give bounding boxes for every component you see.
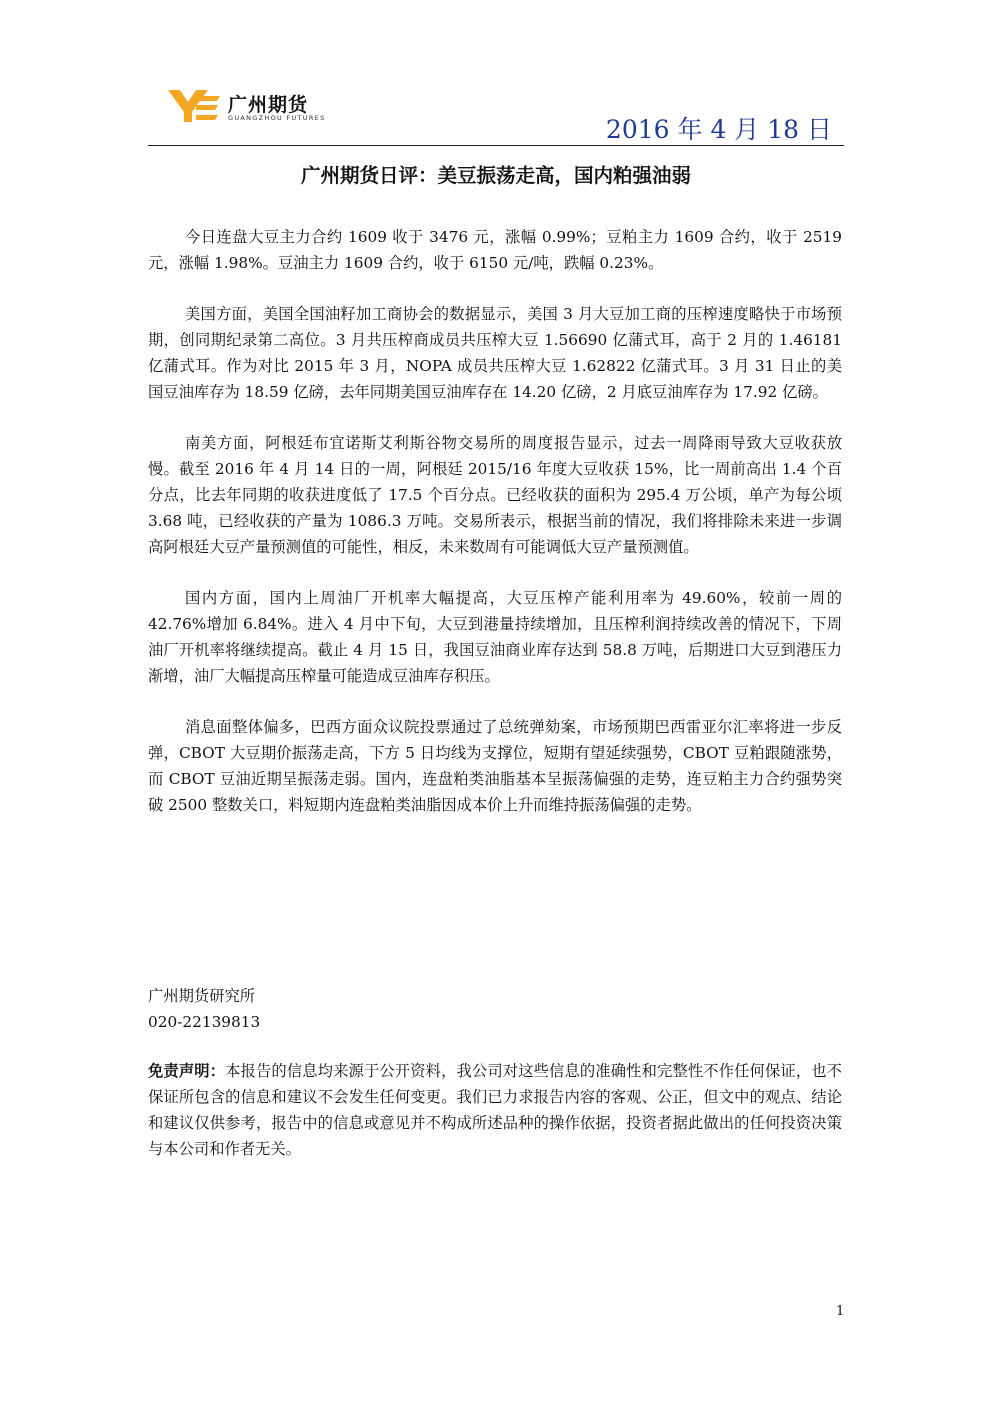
guangzhou-futures-logo-icon [168, 88, 220, 124]
disclaimer-label: 免责声明： [148, 1062, 226, 1080]
paragraph-market-summary: 今日连盘大豆主力合约 1609 收于 3476 元，涨幅 0.99%；豆粕主力 1609 合约，收于 2519 元，涨幅 1.98%。豆油主力 1609 合约，收于 6150 元/吨，跌幅 0.23%。 [148, 228, 842, 272]
paragraph-south-america: 南美方面，阿根廷布宜诺斯艾利斯谷物交易所的周度报告显示，过去一周降雨导致大豆收获放慢。截至 2016 年 4 月 14 日的一周，阿根廷 2015/16 年度大豆收获 15%，比一周前高出 1.4 个百分点，比去年同期的收获进度低了 17.5 个百分点。已经收获的面积为 295.4 万公顷，单产为每公顷 3.68 吨，已经收获的产量为 1086.3 万吨。交易所表示，根据当前的情况，我们将排除未来进一步调高阿根廷大豆产量预测值的可能性，相反，未来数周有可能调低大豆产量预测值。 [148, 434, 842, 556]
logo-english-name: GUANGZHOU FUTURES [228, 114, 326, 122]
logo-chinese-name: 广州期货 [228, 94, 309, 116]
report-date: 2016 年 4 月 18 日 [605, 115, 832, 144]
disclaimer-text: 本报告的信息均来源于公开资料，我公司对这些信息的准确性和完整性不作任何保证，也不保证所包含的信息和建议不会发生任何变更。我们已力求报告内容的客观、公正，但文中的观点、结论和建议仅供参考，报告中的信息或意见并不构成所述品种的操作依据，投资者据此做出的任何投资决策与本公司和作者无关。 [148, 1062, 842, 1158]
report-body [148, 224, 842, 843]
signature-block [148, 983, 260, 1035]
paragraph-domestic: 国内方面，国内上周油厂开机率大幅提高，大豆压榨产能利用率为 49.60%，较前一周的 42.76%增加 6.84%。进入 4 月中下旬，大豆到港量持续增加，且压榨利润持续改善的情况下，下周油厂开机率将继续提高。截止 4 月 15 日，我国豆油商业库存达到 58.8 万吨，后期进口大豆到港压力渐增，油厂大幅提高压榨量可能造成豆油库存积压。 [148, 589, 842, 685]
header-divider [148, 145, 844, 146]
paragraph-outlook: 消息面整体偏多，巴西方面众议院投票通过了总统弹劾案，市场预期巴西雷亚尔汇率将进一步反弹，CBOT 大豆期价振荡走高，下方 5 日均线为支撑位，短期有望延续强势，CBOT 豆粕跟随涨势，而 CBOT 豆油近期呈振荡走弱。国内，连盘粕类油脂基本呈振荡偏强的走势，连豆粕主力合约强势突破 2500 整数关口，料短期内连盘粕类油脂因成本价上升而维持振荡偏强的走势。 [148, 718, 842, 814]
disclaimer [148, 1058, 842, 1162]
contact-phone: 020-22139813 [148, 1013, 261, 1031]
paragraph-us-market: 美国方面，美国全国油籽加工商协会的数据显示，美国 3 月大豆加工商的压榨速度略快于市场预期，创同期纪录第二高位。3 月共压榨商成员共压榨大豆 1.56690 亿蒲式耳，高于 2 月的 1.46181 亿蒲式耳。作为对比 2015 年 3 月，NOPA 成员共压榨大豆 1.62822 亿蒲式耳。3 月 31 日止的美国豆油库存为 18.59 亿磅，去年同期美国豆油库存在 14.20 亿磅，2 月底豆油库存为 17.92 亿磅。 [148, 305, 842, 401]
research-institute-name: 广州期货研究所 [148, 987, 256, 1005]
company-logo [168, 88, 348, 130]
page-number: 1 [836, 1304, 845, 1319]
report-title: 广州期货日评：美豆振荡走高，国内粕强油弱 [300, 164, 691, 187]
